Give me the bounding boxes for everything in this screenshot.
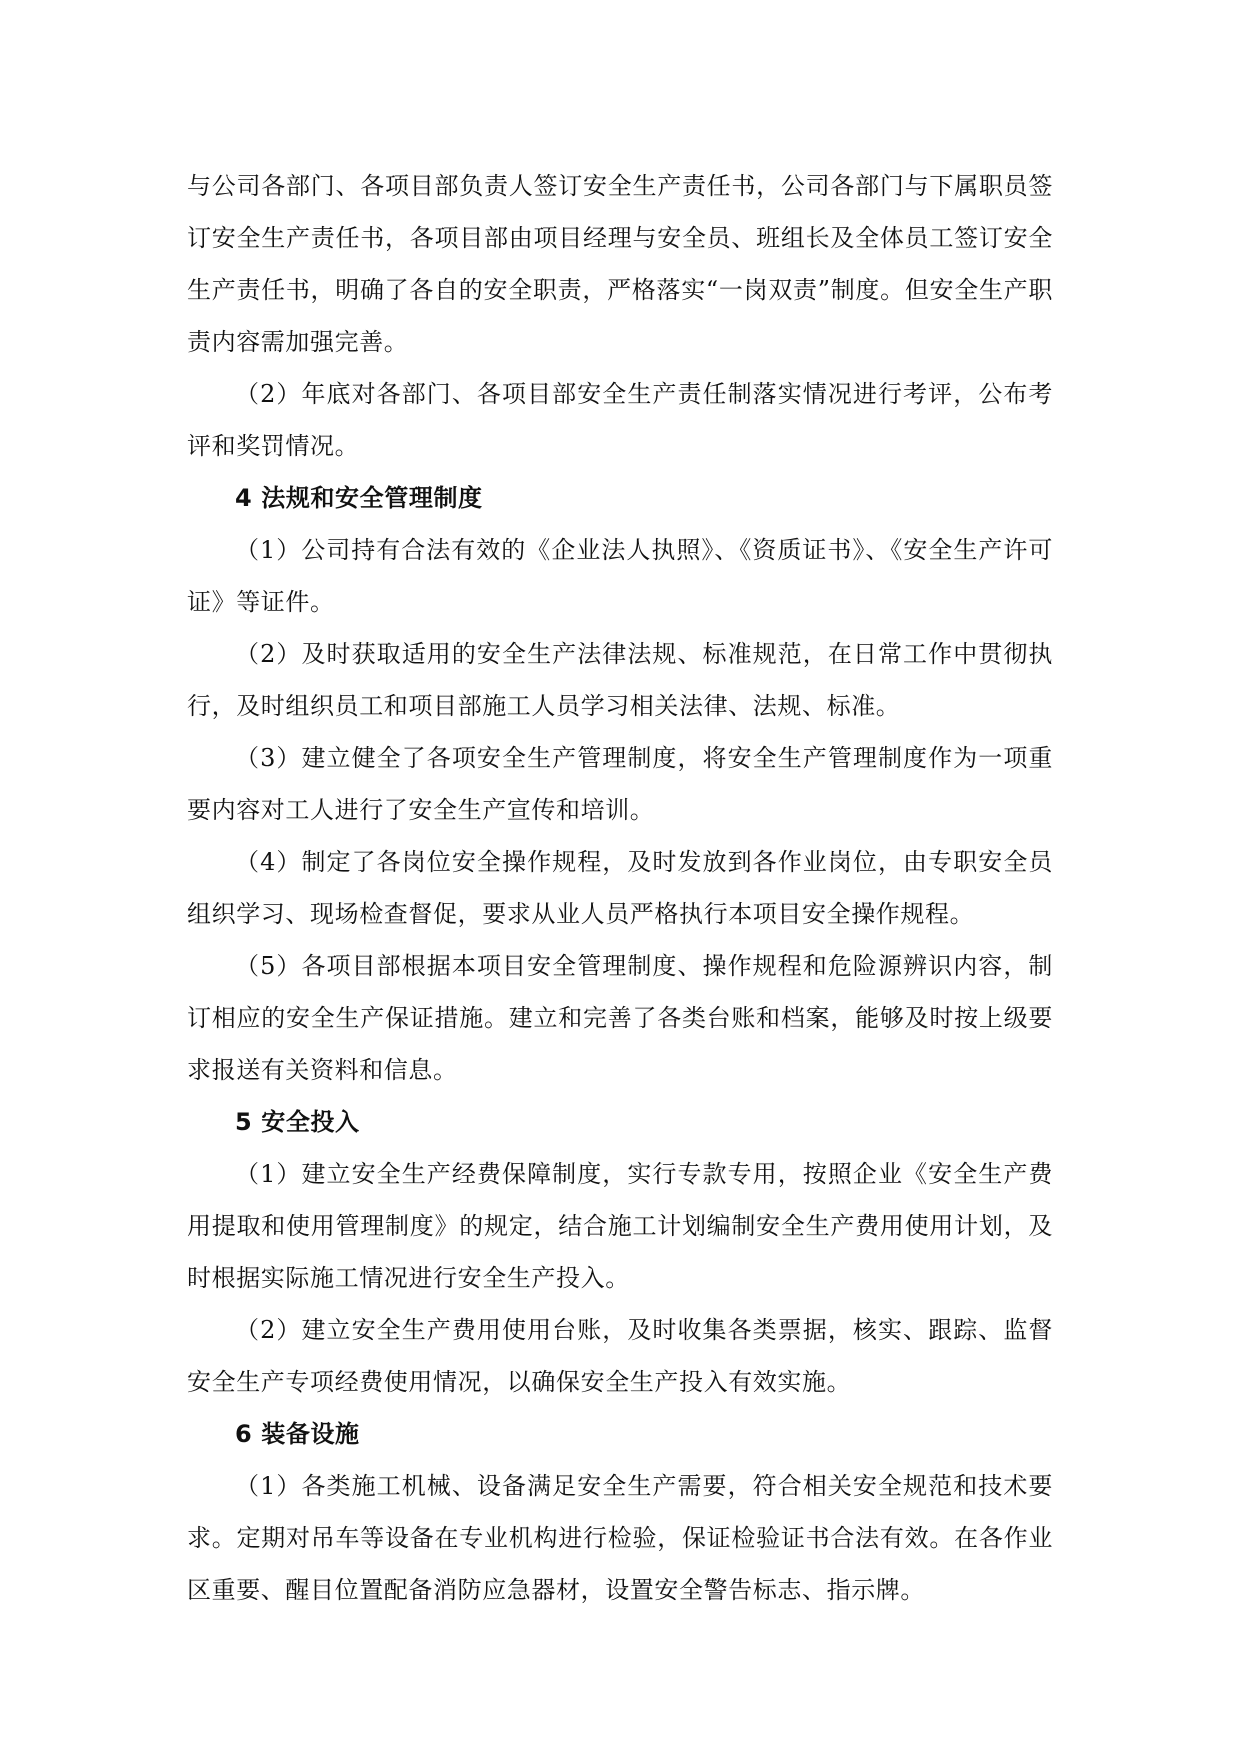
paragraph-regulations-item-5: （5）各项目部根据本项目安全管理制度、操作规程和危险源辨识内容，制订相应的安全生产保证措施。建立和完善了各类台账和档案，能够及时按上级要求报送有关资料和信息。: [187, 952, 1053, 1084]
paragraph-equipment-item-1: （1）各类施工机械、设备满足安全生产需要，符合相关安全规范和技术要求。定期对吊车等设备在专业机构进行检验，保证检验证书合法有效。在各作业区重要、醒目位置配备消防应急器材，设置安全警告标志、指示牌。: [187, 1472, 1053, 1604]
paragraph-regulations-item-2: （2）及时获取适用的安全生产法律法规、标准规范，在日常工作中贯彻执行，及时组织员工和项目部施工人员学习相关法律、法规、标准。: [187, 640, 1053, 720]
section-heading-safety-investment: 5 安全投入: [235, 1108, 360, 1136]
paragraph-investment-item-1: （1）建立安全生产经费保障制度，实行专款专用，按照企业《安全生产费用提取和使用管理制度》的规定，结合施工计划编制安全生产费用使用计划，及时根据实际施工情况进行安全生产投入。: [187, 1160, 1053, 1292]
paragraph-responsibility-item-2: （2）年底对各部门、各项目部安全生产责任制落实情况进行考评，公布考评和奖罚情况。: [187, 380, 1053, 460]
paragraph-responsibility-continued: 与公司各部门、各项目部负责人签订安全生产责任书，公司各部门与下属职员签订安全生产责任书，各项目部由项目经理与安全员、班组长及全体员工签订安全生产责任书，明确了各自的安全职责，严格落实“一岗双责”制度。但安全生产职责内容需加强完善。: [187, 172, 1053, 356]
paragraph-investment-item-2: （2）建立安全生产费用使用台账，及时收集各类票据，核实、跟踪、监督安全生产专项经费使用情况，以确保安全生产投入有效实施。: [187, 1316, 1053, 1396]
section-heading-equipment: 6 装备设施: [235, 1420, 360, 1448]
document-body: [187, 160, 1053, 1616]
paragraph-regulations-item-1: （1）公司持有合法有效的《企业法人执照》、《资质证书》、《安全生产许可证》等证件。: [187, 536, 1053, 616]
paragraph-regulations-item-4: （4）制定了各岗位安全操作规程，及时发放到各作业岗位，由专职安全员组织学习、现场检查督促，要求从业人员严格执行本项目安全操作规程。: [187, 848, 1053, 928]
section-heading-regulations: 4 法规和安全管理制度: [235, 484, 483, 512]
paragraph-regulations-item-3: （3）建立健全了各项安全生产管理制度，将安全生产管理制度作为一项重要内容对工人进行了安全生产宣传和培训。: [187, 744, 1053, 824]
